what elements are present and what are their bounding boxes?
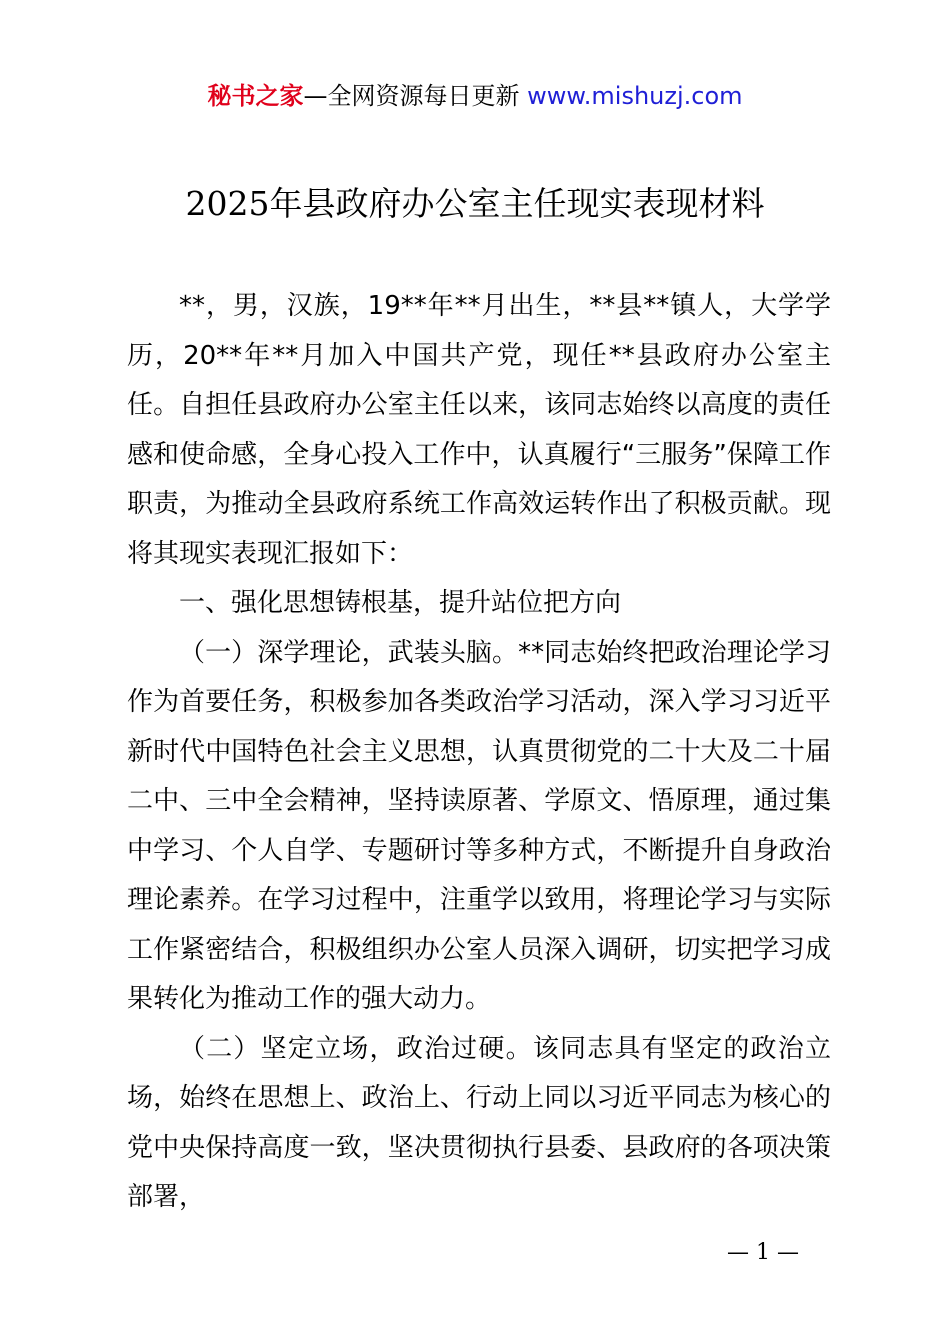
section-heading: 一、强化思想铸根基，提升站位把方向 xyxy=(179,588,622,618)
document-body xyxy=(127,282,831,1223)
site-url-link[interactable]: www.mishuzj.com xyxy=(527,82,743,110)
intro-paragraph: **，男，汉族，19**年**月出生，**县**镇人，大学学历，20**年**月加入中国共产党，现任**县政府办公室主任。自担任县政府办公室主任以来，该同志始终以高度的责任感和使命感，全身心投入工作中，认真履行“三服务”保障工作职责，为推动全县政府系统工作高效运转作出了积极贡献。现将其现实表现汇报如下： xyxy=(127,291,831,569)
site-tagline: —全网资源每日更新 xyxy=(303,82,528,110)
page-number: — 1 — xyxy=(727,1240,799,1265)
section-item-paragraph: （一）深学理论，武装头脑。**同志始终把政治理论学习作为首要任务，积极参加各类政治学习活动，深入学习习近平新时代中国特色社会主义思想，认真贯彻党的二十大及二十届二中、三中全会精神，坚持读原著、学原文、悟原理，通过集中学习、个人自学、专题研讨等多种方式，不断提升自身政治理论素养。在学习过程中，注重学以致用，将理论学习与实际工作紧密结合，积极组织办公室人员深入调研，切实把学习成果转化为推动工作的强大动力。 xyxy=(127,637,831,1014)
section-item-paragraph: （二）坚定立场，政治过硬。该同志具有坚定的政治立场，始终在思想上、政治上、行动上同以习近平同志为核心的党中央保持高度一致，坚决贯彻执行县委、县政府的各项决策部署， xyxy=(127,1033,831,1212)
site-header-banner xyxy=(0,80,950,112)
site-brand-name: 秘书之家 xyxy=(207,82,304,110)
document-title: 2025年县政府办公室主任现实表现材料 xyxy=(185,184,765,223)
